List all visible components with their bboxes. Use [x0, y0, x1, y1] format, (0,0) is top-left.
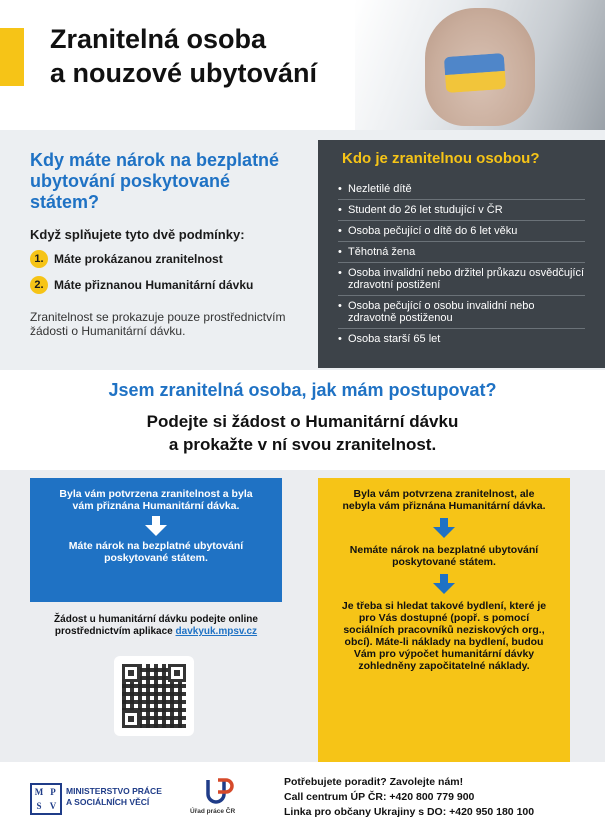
eligibility-section	[30, 150, 300, 338]
qr-pattern	[122, 664, 186, 728]
list-item: • Těhotná žena	[338, 242, 585, 263]
condition-number: 2.	[30, 276, 48, 294]
logo-letter: V	[49, 801, 57, 811]
ukraine-hotline-phone[interactable]: Linka pro občany Ukrajiny s DO: +420 950 180 100	[284, 806, 535, 818]
eligibility-note: Zranitelnost se prokazuje pouze prostřednictvím žádosti o Humanitární dávku.	[30, 310, 286, 338]
logo-letter: S	[36, 801, 42, 811]
application-link[interactable]: davkyuk.mpsv.cz	[175, 626, 258, 637]
procedure-question: Jsem zranitelná osoba, jak mám postupovat?	[108, 380, 497, 400]
list-item: • Nezletilé dítě	[338, 179, 585, 200]
list-item: • Osoba starší 65 let	[338, 329, 585, 349]
qr-code[interactable]	[114, 656, 194, 736]
not-approved-box	[318, 478, 570, 762]
conditions-title: Když splňujete tyto dvě podmínky:	[30, 227, 245, 242]
ukraine-flag-icon	[444, 53, 506, 93]
qr-finder	[122, 664, 140, 682]
yellow-accent-bar	[0, 28, 24, 86]
arrow-down-icon	[433, 574, 455, 594]
mpsv-logo	[30, 783, 62, 815]
online-instructions	[30, 614, 282, 638]
logo-letter: M	[34, 787, 44, 797]
arrow-down-icon	[433, 518, 455, 538]
header-photo	[355, 0, 605, 130]
qr-finder	[122, 710, 140, 728]
vulnerable-heading: Kdo je zranitelnou osobou?	[342, 150, 540, 167]
list-item: • Osoba pečující o osobu invalidní nebo zdravotně postiženou	[338, 296, 585, 329]
ministry-name-line-1: MINISTERSTVO PRÁCE	[66, 786, 162, 796]
approved-result: Máte nárok na bezplatné ubytování poskytované státem.	[68, 540, 244, 564]
vulnerable-list	[338, 179, 585, 349]
page-title	[50, 22, 317, 90]
housing-advice: Je třeba si hledat takové bydlení, které je pro Vás dostupné (popř. s pomocí sociálních pracovníků neziskových org., obcí). Máte-li náklady na bydlení, budou Vám pro výpočet humanitární dávky zohledněny započitatelné náklady.	[341, 600, 547, 672]
qr-finder	[168, 664, 186, 682]
procedure-subtitle	[0, 410, 605, 456]
contact-heading: Potřebujete poradit? Zavolejte nám!	[284, 776, 464, 788]
condition-item	[30, 276, 300, 294]
condition-text: Máte prokázanou zranitelnost	[54, 252, 223, 266]
list-item: • Osoba pečující o dítě do 6 let věku	[338, 221, 585, 242]
vulnerable-panel	[318, 140, 605, 368]
condition-text: Máte přiznanou Humanitární dávku	[54, 278, 254, 292]
condition-item	[30, 250, 300, 268]
title-line-2: a nouzové ubytování	[50, 58, 318, 88]
up-label: Úřad práce ČR	[190, 808, 236, 815]
up-logo-icon	[200, 778, 240, 806]
logo-letter: P	[50, 787, 56, 797]
title-line-1: Zranitelná osoba	[50, 24, 267, 54]
list-item: • Osoba invalidní nebo držitel průkazu osvědčující zdravotní postižení	[338, 263, 585, 296]
eligibility-heading: Kdy máte nárok na bezplatné ubytování poskytované státem?	[30, 150, 280, 212]
header	[0, 0, 605, 130]
approved-box	[30, 478, 282, 602]
procedure-subtitle-line-1: Podejte si žádost o Humanitární dávku	[146, 412, 459, 431]
call-centre-phone[interactable]: Call centrum ÚP ČR: +420 800 779 900	[284, 791, 475, 803]
ministry-name-line-2: A SOCIÁLNÍCH VĚCÍ	[66, 797, 150, 807]
not-approved-result: Nemáte nárok na bezplatné ubytování poskytované státem.	[349, 544, 539, 568]
ministry-name	[66, 786, 162, 808]
condition-number: 1.	[30, 250, 48, 268]
contact-info	[284, 775, 534, 820]
arrow-down-icon	[145, 516, 167, 536]
online-text: Žádost u humanitární dávku podejte online prostřednictvím aplikace	[54, 614, 258, 637]
procedure-subtitle-line-2: a prokažte v ní svou zranitelnost.	[168, 435, 437, 454]
not-approved-text: Byla vám potvrzena zranitelnost, ale nebyla vám přiznána Humanitární dávka.	[342, 488, 546, 512]
approved-text: Byla vám potvrzena zranitelnost a byla vám přiznána Humanitární dávka.	[59, 488, 253, 512]
list-item: • Student do 26 let studující v ČR	[338, 200, 585, 221]
